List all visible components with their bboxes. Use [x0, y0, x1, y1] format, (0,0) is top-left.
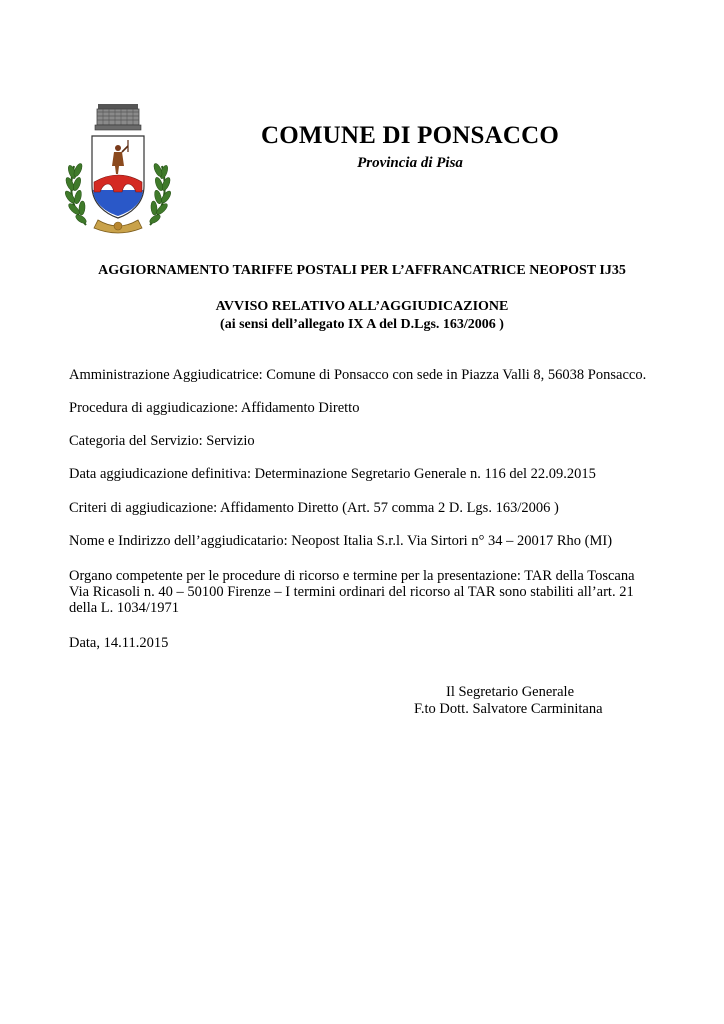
coat-of-arms-icon	[64, 100, 172, 236]
document-subject: AGGIORNAMENTO TARIFFE POSTALI PER L’AFFRANCATRICE NEOPOST IJ35	[98, 263, 626, 278]
categoria-line: Categoria del Servizio: Servizio	[69, 433, 255, 449]
municipality-title: COMUNE DI PONSACCO	[260, 122, 560, 149]
notice-title: AVVISO RELATIVO ALL’AGGIUDICAZIONE	[215, 299, 509, 314]
criteri-line: Criteri di aggiudicazione: Affidamento Diretto (Art. 57 comma 2 D. Lgs. 163/2006 )	[69, 500, 559, 516]
data-aggiudicazione-line: Data aggiudicazione definitiva: Determinazione Segretario Generale n. 116 del 22.09.2015	[69, 466, 596, 482]
aggiudicatario-line: Nome e Indirizzo dell’aggiudicatario: Neopost Italia S.r.l. Via Sirtori n° 34 – 20017 Rho (MI)	[69, 533, 613, 549]
amministrazione-line: Amministrazione Aggiudicatrice: Comune di Ponsacco con sede in Piazza Valli 8, 56038 Ponsacco.	[69, 367, 647, 383]
notice-heading	[40, 298, 684, 334]
organo-line-1: Organo competente per le procedure di ricorso e termine per la presentazione: TAR della Toscana	[69, 568, 635, 584]
date-line: Data, 14.11.2015	[69, 635, 169, 651]
province-subtitle: Provincia di Pisa	[357, 155, 463, 171]
crown-icon	[95, 104, 141, 130]
signature-name: F.to Dott. Salvatore Carminitana	[414, 701, 603, 717]
signature-role: Il Segretario Generale	[446, 684, 575, 700]
notice-subtitle: (ai sensi dell’allegato IX A del D.Lgs. 163/2006 )	[220, 317, 504, 332]
procedura-line: Procedura di aggiudicazione: Affidamento Diretto	[69, 400, 360, 416]
organo-line-3: della L. 1034/1971	[69, 600, 179, 616]
organo-line-2: Via Ricasoli n. 40 – 50100 Firenze – I termini ordinari del ricorso al TAR sono stabiliti all’art. 21	[69, 584, 634, 600]
